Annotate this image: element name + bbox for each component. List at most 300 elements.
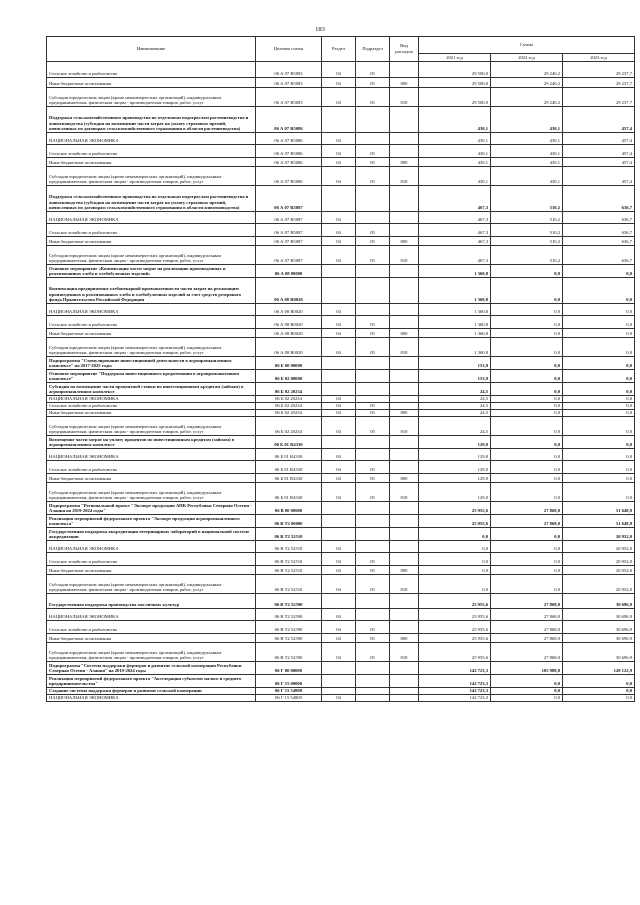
amount-2023-cell: 0,0 (563, 461, 635, 474)
target-article-cell: 06 В Т2 52590 (256, 594, 322, 609)
amount-2021-cell: 467,3 (419, 212, 491, 224)
row-name-cell: НАЦИОНАЛЬНАЯ ЭКОНОМИКА (47, 541, 256, 553)
amount-2021-cell: 1 360,8 (419, 278, 491, 304)
header-expense-type: Вид расходов (390, 37, 419, 62)
expense-type-cell (390, 133, 419, 145)
section-cell: 04 (322, 461, 356, 474)
table-row (47, 688, 635, 695)
amount-2022-cell: 27 868,0 (491, 515, 563, 528)
expense-type-cell (390, 695, 419, 702)
amount-2023-cell: 457,4 (563, 107, 635, 133)
target-article-cell: 06 А 08 R0020 (256, 338, 322, 357)
amount-2023-cell: 0,0 (563, 474, 635, 483)
amount-2021-cell: 467,3 (419, 224, 491, 237)
expense-type-cell (390, 278, 419, 304)
amount-2022-cell: 0,0 (491, 474, 563, 483)
row-name-cell: Подпрограмма "Стимулирование инвестиционной деятельности в агропромышленном комплексе" на 2017-2025 годы (47, 357, 256, 370)
amount-2021-cell: 142 723,3 (419, 688, 491, 695)
amount-2021-cell: 29 500,0 (419, 78, 491, 88)
subsection-cell (356, 675, 390, 688)
target-article-cell: 06 Б 01 R4330 (256, 483, 322, 502)
expense-type-cell (390, 357, 419, 370)
amount-2022-cell: 0,0 (491, 461, 563, 474)
expense-type-cell: 800 (390, 78, 419, 88)
amount-2023-cell: 636,7 (563, 186, 635, 212)
amount-2021-cell: 430,1 (419, 158, 491, 167)
row-name-cell: Возмещение части затрат на уплату процентов по инвестиционным кредитам (займам) в агропромышленном комплексе (47, 436, 256, 449)
expense-type-cell: 800 (390, 634, 419, 643)
section-cell (322, 265, 356, 278)
subsection-cell: 05 (356, 621, 390, 634)
section-cell (322, 515, 356, 528)
amount-2022-cell: 0,0 (491, 417, 563, 436)
amount-2021-cell: 0,0 (419, 553, 491, 566)
table-row (47, 383, 635, 396)
target-article-cell: 06 А 08 R0020 (256, 304, 322, 316)
target-article-cell: 06 В Т2 52510 (256, 541, 322, 553)
amount-2021-cell: 129,0 (419, 449, 491, 461)
row-name-cell: Подпрограмма "Региональный проект "Экспорт продукции АПК Республики Северная Осетия - Алания на 2019-2024 годы" (47, 502, 256, 515)
amount-2022-cell: 0,0 (491, 566, 563, 575)
amount-2023-cell: 0,0 (563, 370, 635, 383)
header-name: Наименование (47, 37, 256, 62)
subsection-cell: 05 (356, 566, 390, 575)
amount-2022-cell: 0,0 (491, 675, 563, 688)
amount-2021-cell: 25 955,6 (419, 609, 491, 621)
subsection-cell: 05 (356, 224, 390, 237)
section-cell: 04 (322, 483, 356, 502)
amount-2021-cell: 25 955,6 (419, 643, 491, 662)
amount-2022-cell: 27 868,0 (491, 643, 563, 662)
amount-2023-cell: 457,4 (563, 145, 635, 158)
expense-type-cell: 810 (390, 417, 419, 436)
row-name-cell: Сельское хозяйство и рыболовство (47, 145, 256, 158)
section-cell: 04 (322, 78, 356, 88)
amount-2022-cell: 0,0 (491, 357, 563, 370)
page-number: 183 (315, 26, 325, 33)
section-cell: 04 (322, 304, 356, 316)
subsection-cell (356, 594, 390, 609)
target-article-cell: 06 А 07 R5083 (256, 62, 322, 78)
amount-2022-cell: 0,0 (491, 403, 563, 410)
expense-type-cell (390, 528, 419, 541)
row-name-cell: Субсидии юридическим лицам (кроме некоммерческих организаций), индивидуальным предпринимателям, физическим лицам - производителям товаров, работ, услуг (47, 246, 256, 265)
row-name-cell: Субсидии юридическим лицам (кроме некоммерческих организаций), индивидуальным предпринимателям, физическим лицам - производителям товаров, работ, услуг (47, 483, 256, 502)
header-section: Раздел (322, 37, 356, 62)
amount-2023-cell: 29 237,7 (563, 88, 635, 107)
section-cell (322, 107, 356, 133)
header-year-2023: 2023 год (563, 54, 635, 62)
row-name-cell: НАЦИОНАЛЬНАЯ ЭКОНОМИКА (47, 449, 256, 461)
subsection-cell (356, 541, 390, 553)
amount-2022-cell: 510,2 (491, 246, 563, 265)
row-name-cell: Субсидии юридическим лицам (кроме некоммерческих организаций), индивидуальным предпринимателям, физическим лицам - производителям товаров, работ, услуг (47, 417, 256, 436)
expense-type-cell (390, 621, 419, 634)
expense-type-cell (390, 107, 419, 133)
table-row (47, 237, 635, 246)
table-row (47, 675, 635, 688)
subsection-cell (356, 383, 390, 396)
section-cell: 04 (322, 88, 356, 107)
target-article-cell: 06 Г 15 54800 (256, 688, 322, 695)
row-name-cell: НАЦИОНАЛЬНАЯ ЭКОНОМИКА (47, 133, 256, 145)
subsection-cell (356, 278, 390, 304)
target-article-cell: 06 А 07 R5087 (256, 212, 322, 224)
section-cell: 04 (322, 553, 356, 566)
table-row (47, 246, 635, 265)
amount-2022-cell: 430,1 (491, 167, 563, 186)
subsection-cell: 05 (356, 246, 390, 265)
amount-2023-cell: 20 952,0 (563, 528, 635, 541)
amount-2023-cell: 20 952,0 (563, 541, 635, 553)
table-row (47, 403, 635, 410)
row-name-cell: Иные бюджетные ассигнования (47, 634, 256, 643)
amount-2023-cell: 0,0 (563, 695, 635, 702)
subsection-cell (356, 695, 390, 702)
table-row (47, 502, 635, 515)
target-article-cell: 06 В Т2 52590 (256, 609, 322, 621)
expense-type-cell (390, 449, 419, 461)
table-row (47, 88, 635, 107)
amount-2022-cell: 105 988,8 (491, 662, 563, 675)
amount-2023-cell: 29 237,7 (563, 78, 635, 88)
target-article-cell: 06 Г 15 54800 (256, 695, 322, 702)
table-row (47, 474, 635, 483)
amount-2022-cell: 0,0 (491, 483, 563, 502)
subsection-cell: 05 (356, 237, 390, 246)
table-row (47, 62, 635, 78)
amount-2022-cell: 430,1 (491, 145, 563, 158)
row-name-cell: НАЦИОНАЛЬНАЯ ЭКОНОМИКА (47, 396, 256, 403)
table-row (47, 304, 635, 316)
row-name-cell: Реализация мероприятий федерального проекта "Акселерация субъектов малого и среднего предпринимательства" (47, 675, 256, 688)
amount-2023-cell: 457,4 (563, 133, 635, 145)
target-article-cell: 06 Б 02 00000 (256, 370, 322, 383)
amount-2022-cell: 510,2 (491, 224, 563, 237)
target-article-cell: 06 В Т2 52590 (256, 643, 322, 662)
amount-2022-cell: 510,2 (491, 186, 563, 212)
subsection-cell (356, 357, 390, 370)
expense-type-cell (390, 212, 419, 224)
subsection-cell: 05 (356, 329, 390, 338)
row-name-cell: НАЦИОНАЛЬНАЯ ЭКОНОМИКА (47, 304, 256, 316)
subsection-cell: 05 (356, 553, 390, 566)
subsection-cell: 05 (356, 158, 390, 167)
header-year-2022: 2022 год (491, 54, 563, 62)
section-cell (322, 186, 356, 212)
subsection-cell (356, 515, 390, 528)
section-cell: 04 (322, 167, 356, 186)
expense-type-cell: 800 (390, 474, 419, 483)
table-row (47, 541, 635, 553)
subsection-cell (356, 212, 390, 224)
amount-2021-cell: 24,5 (419, 396, 491, 403)
row-name-cell: НАЦИОНАЛЬНАЯ ЭКОНОМИКА (47, 609, 256, 621)
expense-type-cell: 800 (390, 158, 419, 167)
target-article-cell: 06 Б 01 R4330 (256, 474, 322, 483)
amount-2023-cell: 0,0 (563, 278, 635, 304)
table-row (47, 515, 635, 528)
expense-type-cell: 800 (390, 329, 419, 338)
section-cell: 04 (322, 541, 356, 553)
target-article-cell: 06 В Т2 52590 (256, 634, 322, 643)
amount-2023-cell: 0,0 (563, 265, 635, 278)
table-header (47, 37, 635, 62)
subsection-cell: 05 (356, 643, 390, 662)
subsection-cell (356, 662, 390, 675)
subsection-cell (356, 107, 390, 133)
row-name-cell: Создание системы поддержки фермеров и развитие сельской кооперации (47, 688, 256, 695)
row-name-cell: Основное мероприятие "Поддержка инвестиционного кредитования в агропромышленном комплексе" (47, 370, 256, 383)
amount-2021-cell: 25 955,6 (419, 634, 491, 643)
amount-2021-cell: 24,5 (419, 410, 491, 417)
amount-2023-cell: 0,0 (563, 383, 635, 396)
expense-type-cell (390, 383, 419, 396)
table-row (47, 145, 635, 158)
section-cell: 04 (322, 396, 356, 403)
subsection-cell (356, 609, 390, 621)
section-cell (322, 675, 356, 688)
table-row (47, 357, 635, 370)
amount-2021-cell: 129,0 (419, 436, 491, 449)
subsection-cell (356, 370, 390, 383)
amount-2023-cell: 20 952,0 (563, 553, 635, 566)
row-name-cell: Поддержка сельскохозяйственного производства по отдельным подотраслям растениеводства и животноводства (субсидия на возмещение части затрат на уплату страховых премий, начисленных по договорам сельскохозяйственного страхования в области растениеводства) (47, 107, 256, 133)
table-row (47, 417, 635, 436)
subsection-cell: 05 (356, 461, 390, 474)
subsection-cell (356, 304, 390, 316)
expense-type-cell: 810 (390, 246, 419, 265)
amount-2022-cell: 0,0 (491, 304, 563, 316)
amount-2021-cell: 1 360,8 (419, 338, 491, 357)
amount-2021-cell: 25 955,6 (419, 502, 491, 515)
amount-2021-cell: 25 955,6 (419, 594, 491, 609)
amount-2023-cell: 0,0 (563, 417, 635, 436)
expense-type-cell (390, 502, 419, 515)
expense-type-cell: 810 (390, 338, 419, 357)
row-name-cell: Иные бюджетные ассигнования (47, 410, 256, 417)
target-article-cell: 06 В Т2 00000 (256, 515, 322, 528)
budget-table (46, 36, 635, 702)
amount-2022-cell: 29 240,2 (491, 78, 563, 88)
target-article-cell: 06 В Т2 52510 (256, 528, 322, 541)
amount-2021-cell: 24,5 (419, 383, 491, 396)
amount-2023-cell: 0,0 (563, 688, 635, 695)
amount-2022-cell: 430,1 (491, 107, 563, 133)
amount-2021-cell: 24,5 (419, 403, 491, 410)
amount-2021-cell: 0,0 (419, 566, 491, 575)
amount-2022-cell: 27 868,0 (491, 609, 563, 621)
target-article-cell: 06 Б 01 R4330 (256, 449, 322, 461)
section-cell: 04 (322, 133, 356, 145)
row-name-cell: Иные бюджетные ассигнования (47, 237, 256, 246)
subsection-cell (356, 186, 390, 212)
amount-2023-cell: 0,0 (563, 304, 635, 316)
amount-2022-cell: 27 868,0 (491, 621, 563, 634)
target-article-cell: 06 А 08 00000 (256, 265, 322, 278)
section-cell: 04 (322, 449, 356, 461)
subsection-cell: 05 (356, 167, 390, 186)
amount-2021-cell: 0,0 (419, 575, 491, 594)
expense-type-cell (390, 609, 419, 621)
amount-2023-cell: 29 237,7 (563, 62, 635, 78)
header-target-article: Целевая статья (256, 37, 322, 62)
row-name-cell: Сельское хозяйство и рыболовство (47, 316, 256, 329)
section-cell: 04 (322, 634, 356, 643)
table-row (47, 410, 635, 417)
expense-type-cell: 810 (390, 167, 419, 186)
section-cell: 04 (322, 566, 356, 575)
amount-2023-cell: 0,0 (563, 396, 635, 403)
amount-2022-cell: 510,2 (491, 212, 563, 224)
subsection-cell: 05 (356, 338, 390, 357)
section-cell (322, 357, 356, 370)
target-article-cell: 06 Б 02 20234 (256, 403, 322, 410)
amount-2022-cell: 0,0 (491, 449, 563, 461)
amount-2023-cell: 0,0 (563, 338, 635, 357)
amount-2021-cell: 1 360,8 (419, 265, 491, 278)
expense-type-cell (390, 541, 419, 553)
amount-2023-cell: 30 696,9 (563, 643, 635, 662)
section-cell (322, 370, 356, 383)
target-article-cell: 06 А 07 R5083 (256, 78, 322, 88)
expense-type-cell (390, 553, 419, 566)
amount-2021-cell: 1 360,8 (419, 304, 491, 316)
expense-type-cell (390, 515, 419, 528)
table-row (47, 594, 635, 609)
section-cell: 04 (322, 575, 356, 594)
section-cell: 04 (322, 417, 356, 436)
row-name-cell: Сельское хозяйство и рыболовство (47, 461, 256, 474)
amount-2022-cell: 0,0 (491, 370, 563, 383)
row-name-cell: Поддержка сельскохозяйственного производства по отдельным подотраслям растениеводства и животноводства (субсидия на возмещение части затрат на уплату страховых премий, начисленных по договорам сельскохозяйственного страхования в области животноводства) (47, 186, 256, 212)
amount-2023-cell: 636,7 (563, 246, 635, 265)
row-name-cell: Сельское хозяйство и рыболовство (47, 553, 256, 566)
amount-2022-cell: 0,0 (491, 553, 563, 566)
amount-2022-cell: 0,0 (491, 541, 563, 553)
table-row (47, 338, 635, 357)
section-cell: 04 (322, 246, 356, 265)
amount-2022-cell: 0,0 (491, 329, 563, 338)
amount-2023-cell: 0,0 (563, 316, 635, 329)
table-row (47, 575, 635, 594)
amount-2023-cell: 0,0 (563, 449, 635, 461)
table-row (47, 224, 635, 237)
amount-2021-cell: 29 500,0 (419, 62, 491, 78)
subsection-cell: 05 (356, 88, 390, 107)
subsection-cell: 05 (356, 62, 390, 78)
section-cell: 04 (322, 237, 356, 246)
table-row (47, 662, 635, 675)
subsection-cell: 05 (356, 483, 390, 502)
amount-2021-cell: 0,0 (419, 541, 491, 553)
table-row (47, 483, 635, 502)
amount-2023-cell: 0,0 (563, 675, 635, 688)
row-name-cell: Иные бюджетные ассигнования (47, 329, 256, 338)
target-article-cell: 06 В Т2 52510 (256, 566, 322, 575)
row-name-cell: Сельское хозяйство и рыболовство (47, 621, 256, 634)
amount-2023-cell: 0,0 (563, 329, 635, 338)
row-name-cell: Субсидии на возмещение части процентной ставки по инвестиционным кредитам (займам) в агропромышленном комплексе (47, 383, 256, 396)
section-cell: 04 (322, 212, 356, 224)
table-row (47, 107, 635, 133)
amount-2021-cell: 29 500,0 (419, 88, 491, 107)
subsection-cell: 05 (356, 316, 390, 329)
target-article-cell: 06 А 07 R5087 (256, 237, 322, 246)
amount-2023-cell: 0,0 (563, 403, 635, 410)
amount-2021-cell: 1 360,8 (419, 316, 491, 329)
amount-2021-cell: 430,1 (419, 145, 491, 158)
expense-type-cell (390, 316, 419, 329)
amount-2022-cell: 0,0 (491, 278, 563, 304)
amount-2021-cell: 0,0 (419, 528, 491, 541)
amount-2021-cell: 430,1 (419, 167, 491, 186)
row-name-cell: Государственная поддержка аккредитации ветеринарных лабораторий в национальной системе аккредитации (47, 528, 256, 541)
amount-2023-cell: 51 648,9 (563, 515, 635, 528)
amount-2023-cell: 457,4 (563, 158, 635, 167)
row-name-cell: Иные бюджетные ассигнования (47, 474, 256, 483)
subsection-cell: 05 (356, 575, 390, 594)
amount-2021-cell: 153,9 (419, 357, 491, 370)
row-name-cell: Государственная поддержка производства масличных культур (47, 594, 256, 609)
target-article-cell: 06 А 08 R0020 (256, 316, 322, 329)
target-article-cell: 06 В 00 00000 (256, 502, 322, 515)
subsection-cell (356, 436, 390, 449)
expense-type-cell (390, 304, 419, 316)
amount-2023-cell: 30 696,9 (563, 621, 635, 634)
amount-2022-cell: 0,0 (491, 688, 563, 695)
amount-2023-cell: 0,0 (563, 483, 635, 502)
section-cell (322, 502, 356, 515)
row-name-cell: Иные бюджетные ассигнования (47, 78, 256, 88)
amount-2023-cell: 30 696,9 (563, 609, 635, 621)
section-cell (322, 688, 356, 695)
amount-2022-cell: 0,0 (491, 383, 563, 396)
expense-type-cell (390, 396, 419, 403)
amount-2021-cell: 430,1 (419, 107, 491, 133)
table-row (47, 278, 635, 304)
row-name-cell: Субсидии юридическим лицам (кроме некоммерческих организаций), индивидуальным предпринимателям, физическим лицам - производителям товаров, работ, услуг (47, 338, 256, 357)
header-subsection: Подраздел (356, 37, 390, 62)
section-cell: 04 (322, 474, 356, 483)
target-article-cell: 06 Г 00 00000 (256, 662, 322, 675)
target-article-cell: 06 А 07 R5086 (256, 158, 322, 167)
amount-2023-cell: 0,0 (563, 410, 635, 417)
amount-2022-cell: 29 240,2 (491, 62, 563, 78)
table-row (47, 566, 635, 575)
row-name-cell: Иные бюджетные ассигнования (47, 566, 256, 575)
amount-2022-cell: 430,1 (491, 133, 563, 145)
subsection-cell: 05 (356, 474, 390, 483)
expense-type-cell (390, 436, 419, 449)
amount-2023-cell: 30 696,9 (563, 634, 635, 643)
expense-type-cell (390, 461, 419, 474)
row-name-cell: Иные бюджетные ассигнования (47, 158, 256, 167)
target-article-cell: 06 Б 02 20234 (256, 383, 322, 396)
target-article-cell: 06 В Т2 52510 (256, 553, 322, 566)
amount-2022-cell: 0,0 (491, 410, 563, 417)
section-cell: 04 (322, 695, 356, 702)
expense-type-cell: 800 (390, 410, 419, 417)
amount-2021-cell: 25 955,6 (419, 621, 491, 634)
amount-2021-cell: 25 955,6 (419, 515, 491, 528)
target-article-cell: 06 Б 01 R4330 (256, 436, 322, 449)
table-row (47, 370, 635, 383)
expense-type-cell (390, 224, 419, 237)
table-row (47, 461, 635, 474)
target-article-cell: 06 Б 02 20234 (256, 417, 322, 436)
amount-2022-cell: 27 868,0 (491, 594, 563, 609)
